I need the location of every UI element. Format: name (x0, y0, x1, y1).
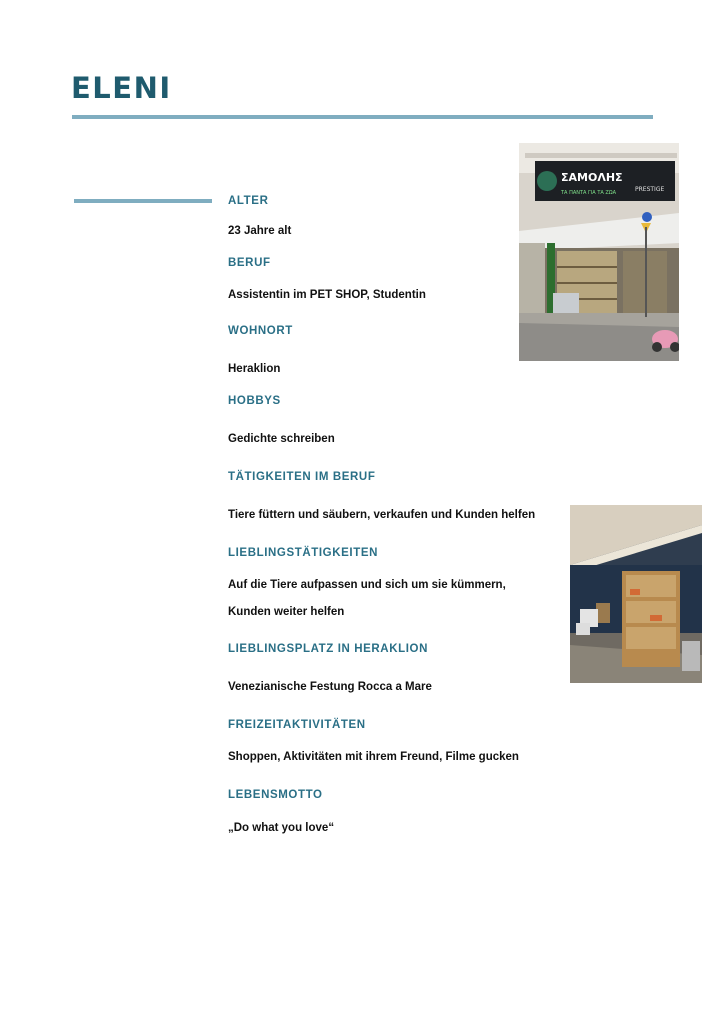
page-title: ELENI (71, 71, 172, 105)
section-accent-line (74, 199, 212, 203)
heading-alter: ALTER (228, 195, 269, 207)
shop-sign-subtext: ΤΑ ΠΑΝΤΑ ΓΙΑ ΤΑ ΖΩΑ (561, 190, 617, 196)
heading-beruf: BERUF (228, 257, 271, 269)
shop-front-photo (519, 143, 679, 361)
shop-interior-photo (570, 505, 702, 683)
title-divider (72, 115, 653, 119)
value-wohnort: Heraklion (228, 363, 281, 375)
value-alter: 23 Jahre alt (228, 225, 292, 237)
value-hobbys: Gedichte schreiben (228, 433, 335, 445)
value-lieblingstaetigkeiten-line-1: Auf die Tiere aufpassen und sich um sie kümmern, (228, 579, 506, 591)
value-beruf: Assistentin im PET SHOP, Studentin (228, 289, 426, 301)
value-lebensmotto: „Do what you love“ (228, 822, 335, 834)
heading-lebensmotto: LEBENSMOTTO (228, 789, 323, 801)
value-taetigkeiten-im-beruf: Tiere füttern und säubern, verkaufen und Kunden helfen (228, 509, 536, 521)
heading-freizeitaktivitaeten: FREIZEITAKTIVITÄTEN (228, 719, 366, 731)
value-freizeitaktivitaeten: Shoppen, Aktivitäten mit ihrem Freund, Filme gucken (228, 751, 519, 763)
heading-taetigkeiten-im-beruf: TÄTIGKEITEN IM BERUF (228, 471, 376, 483)
heading-hobbys: HOBBYS (228, 395, 281, 407)
value-lieblingsplatz: Venezianische Festung Rocca a Mare (228, 681, 432, 693)
heading-lieblingsplatz: LIEBLINGSPLATZ IN HERAKLION (228, 643, 428, 655)
heading-lieblingstaetigkeiten: LIEBLINGSTÄTIGKEITEN (228, 547, 378, 559)
shop-brand-text: PRESTIGE (635, 186, 665, 193)
heading-wohnort: WOHNORT (228, 325, 293, 337)
shop-sign-text: ΣΑΜΟΛΗΣ (561, 171, 623, 184)
value-lieblingstaetigkeiten-line-2: Kunden weiter helfen (228, 606, 345, 618)
